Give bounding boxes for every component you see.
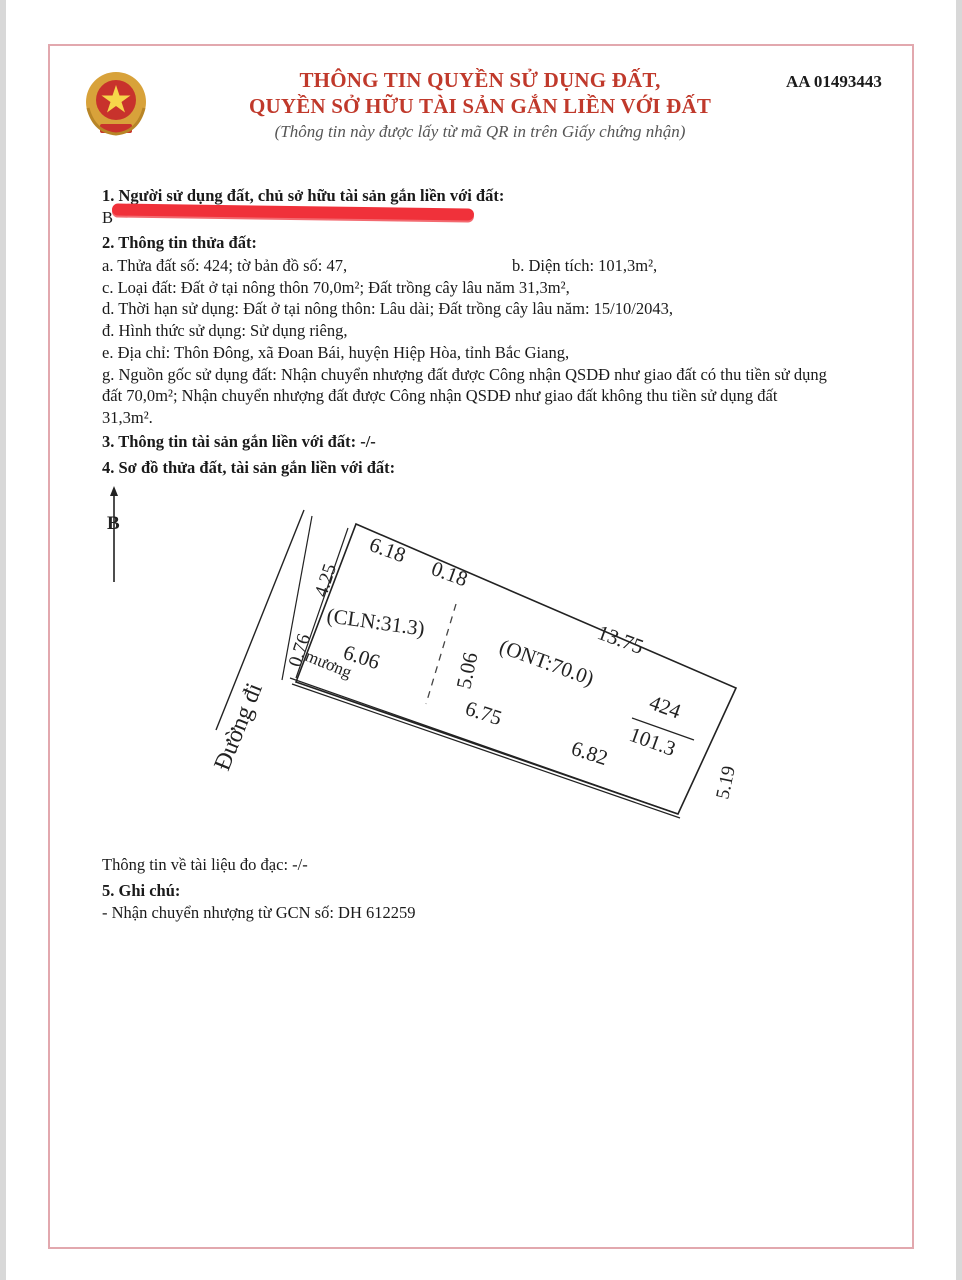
- road-label: Đường đi: [209, 679, 268, 775]
- parcel-area-line: b. Diện tích: 101,3m²,: [512, 256, 658, 275]
- section1-heading: 1. Người sử dụng đất, chủ sở hữu tài sản gắn liền với đất:: [102, 186, 505, 205]
- north-label: B: [107, 513, 120, 534]
- dim-right: 5.19: [712, 764, 740, 802]
- note-line: - Nhận chuyển nhượng từ GCN số: DH 612259: [102, 903, 416, 922]
- origin-line-3: 31,3m².: [102, 408, 153, 427]
- survey-info: Thông tin về tài liệu đo đạc: -/-: [102, 855, 308, 874]
- document-title-line2: QUYỀN SỞ HỮU TÀI SẢN GẮN LIỀN VỚI ĐẤT: [248, 94, 712, 118]
- dim-left-lower: 0.76: [284, 631, 316, 670]
- document-subtitle: (Thông tin này được lấy từ mã QR in trên Giấy chứng nhận): [274, 122, 686, 141]
- dim-left-upper: 4.25: [310, 561, 342, 600]
- serial-number: AA 01493443: [786, 72, 882, 91]
- owner-name: B: [102, 208, 114, 227]
- section5-heading: 5. Ghi chú:: [102, 881, 181, 900]
- dim-bottom-1: 6.75: [462, 695, 505, 731]
- zone-cln-label: (CLN:31.3): [325, 603, 427, 641]
- canal-label: mương: [302, 646, 355, 682]
- dim-inner-top: 6.06: [340, 639, 383, 675]
- national-emblem-icon: [80, 68, 152, 140]
- parcel-number: 424: [646, 690, 685, 724]
- dim-divider: 5.06: [451, 650, 483, 692]
- section4-heading: 4. Sơ đồ thửa đất, tài sản gắn liền với đất:: [102, 458, 396, 477]
- zone-divider: [426, 604, 456, 704]
- origin-line-1: g. Nguồn gốc sử dụng đất: Nhận chuyển nhượng đất được Công nhận QSDĐ như giao đất có thu tiền sử dụng: [102, 365, 827, 384]
- origin-line-2: đất 70,0m²; Nhận chuyển nhượng đất được Công nhận QSDĐ như giao đất không thu tiền sử dụng đất: [102, 386, 778, 405]
- dim-top-right: 13.75: [594, 620, 647, 659]
- usage-term-line: d. Thời hạn sử dụng: Đất ở tại nông thôn: Lâu dài; Đất trồng cây lâu năm: 15/10/2043,: [102, 299, 673, 318]
- dim-top-small: 0.18: [428, 556, 472, 592]
- dim-bottom-2: 6.82: [568, 735, 611, 771]
- zone-ont-label: (ONT:70.0): [496, 634, 598, 691]
- document-title-line1: THÔNG TIN QUYỀN SỬ DỤNG ĐẤT,: [299, 68, 661, 92]
- land-type-line: c. Loại đất: Đất ở tại nông thôn 70,0m²; Đất trồng cây lâu năm 31,3m²,: [102, 278, 570, 297]
- usage-form-line: đ. Hình thức sử dụng: Sử dụng riêng,: [102, 321, 348, 340]
- section2-heading: 2. Thông tin thửa đất:: [102, 233, 257, 252]
- section3-heading: 3. Thông tin tài sản gắn liền với đất: -/-: [102, 432, 376, 451]
- parcel-area: 101.3: [626, 722, 679, 761]
- address-line: e. Địa chỉ: Thôn Đông, xã Đoan Bái, huyện Hiệp Hòa, tỉnh Bắc Giang,: [102, 343, 570, 362]
- parcel-diagram: [100, 482, 760, 822]
- parcel-number-line: a. Thửa đất số: 424; tờ bản đồ số: 47,: [102, 256, 348, 275]
- dim-top-left: 6.18: [366, 532, 410, 568]
- north-arrow-head: [110, 486, 118, 496]
